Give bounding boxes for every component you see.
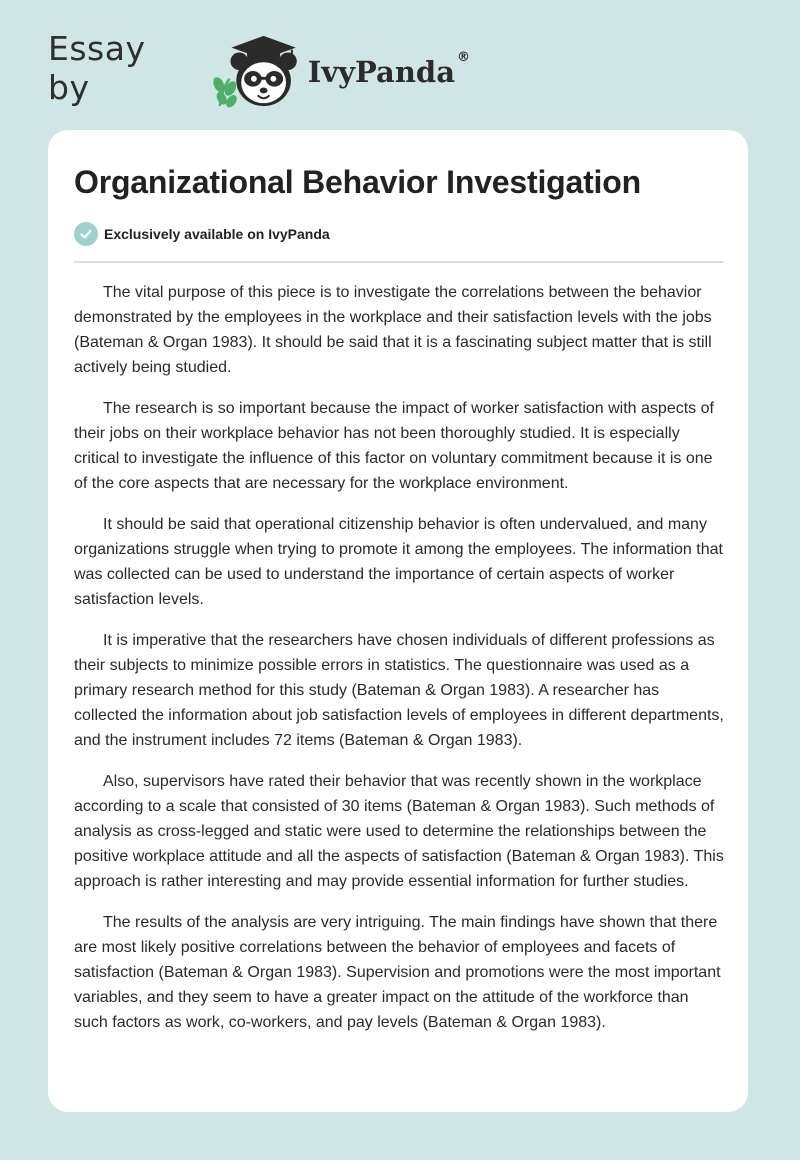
brand-name[interactable]: IvyPanda ® — [307, 50, 470, 89]
panda-logo-icon[interactable] — [210, 29, 304, 111]
page-title: Organizational Behavior Investigation — [74, 164, 641, 200]
paragraph: It is imperative that the researchers have chosen individuals of different professions as their subjects to minimize possible errors in statistics. The questionnaire was used as a primary research method for this study (Bateman & Organ 1983). A researcher has collected the information about job satisfaction levels of employees in different departments, and the instrument includes 72 items (Bateman & Organ 1983). — [74, 632, 724, 749]
essay-by-label: Essay by — [48, 29, 146, 107]
paragraph: The vital purpose of this piece is to investigate the correlations between the behavior demonstrated by the employees in the workplace and their satisfaction levels with the jobs (Bateman & Organ 1983). It should be said that it is a fascinating subject matter that is still actively being studied. — [74, 284, 712, 376]
paragraph: Also, supervisors have rated their behavior that was recently shown in the workplace according to a scale that consisted of 30 items (Bateman & Organ 1983). Such methods of analysis as cross-legged and static were used to determine the relationships between the positive workplace attitude and all the aspects of satisfaction (Bateman & Organ 1983). This approach is rather interesting and may provide essential information for further studies. — [74, 773, 724, 890]
essay-body — [74, 280, 726, 1051]
exclusive-badge — [74, 222, 330, 246]
checkmark-icon — [74, 222, 98, 246]
paragraph: The research is so important because the impact of worker satisfaction with aspects of their jobs on their workplace behavior has not been thoroughly studied. It is especially critical to investigate the influence of this factor on voluntary commitment because it is one of the core aspects that are necessary for the workplace environment. — [74, 400, 714, 492]
exclusive-label: Exclusively available on IvyPanda — [104, 226, 330, 242]
paragraph: It should be said that operational citizenship behavior is often undervalued, and many organizations struggle when trying to promote it among the employees. The information that was collected can be used to understand the importance of certain aspects of worker satisfaction levels. — [74, 516, 723, 608]
registered-mark: ® — [457, 50, 470, 66]
paragraph: The results of the analysis are very intriguing. The main findings have shown that there are most likely positive correlations between the behavior of employees and facets of satisfaction (Bateman & Organ 1983). Supervision and promotions were the most important variables, and they seem to have a greater impact on the attitude of the workforce than such factors as work, co-workers, and pay levels (Bateman & Organ 1983). — [74, 914, 721, 1031]
divider — [74, 261, 723, 263]
essay-card — [48, 130, 748, 1112]
site-header — [48, 30, 468, 110]
